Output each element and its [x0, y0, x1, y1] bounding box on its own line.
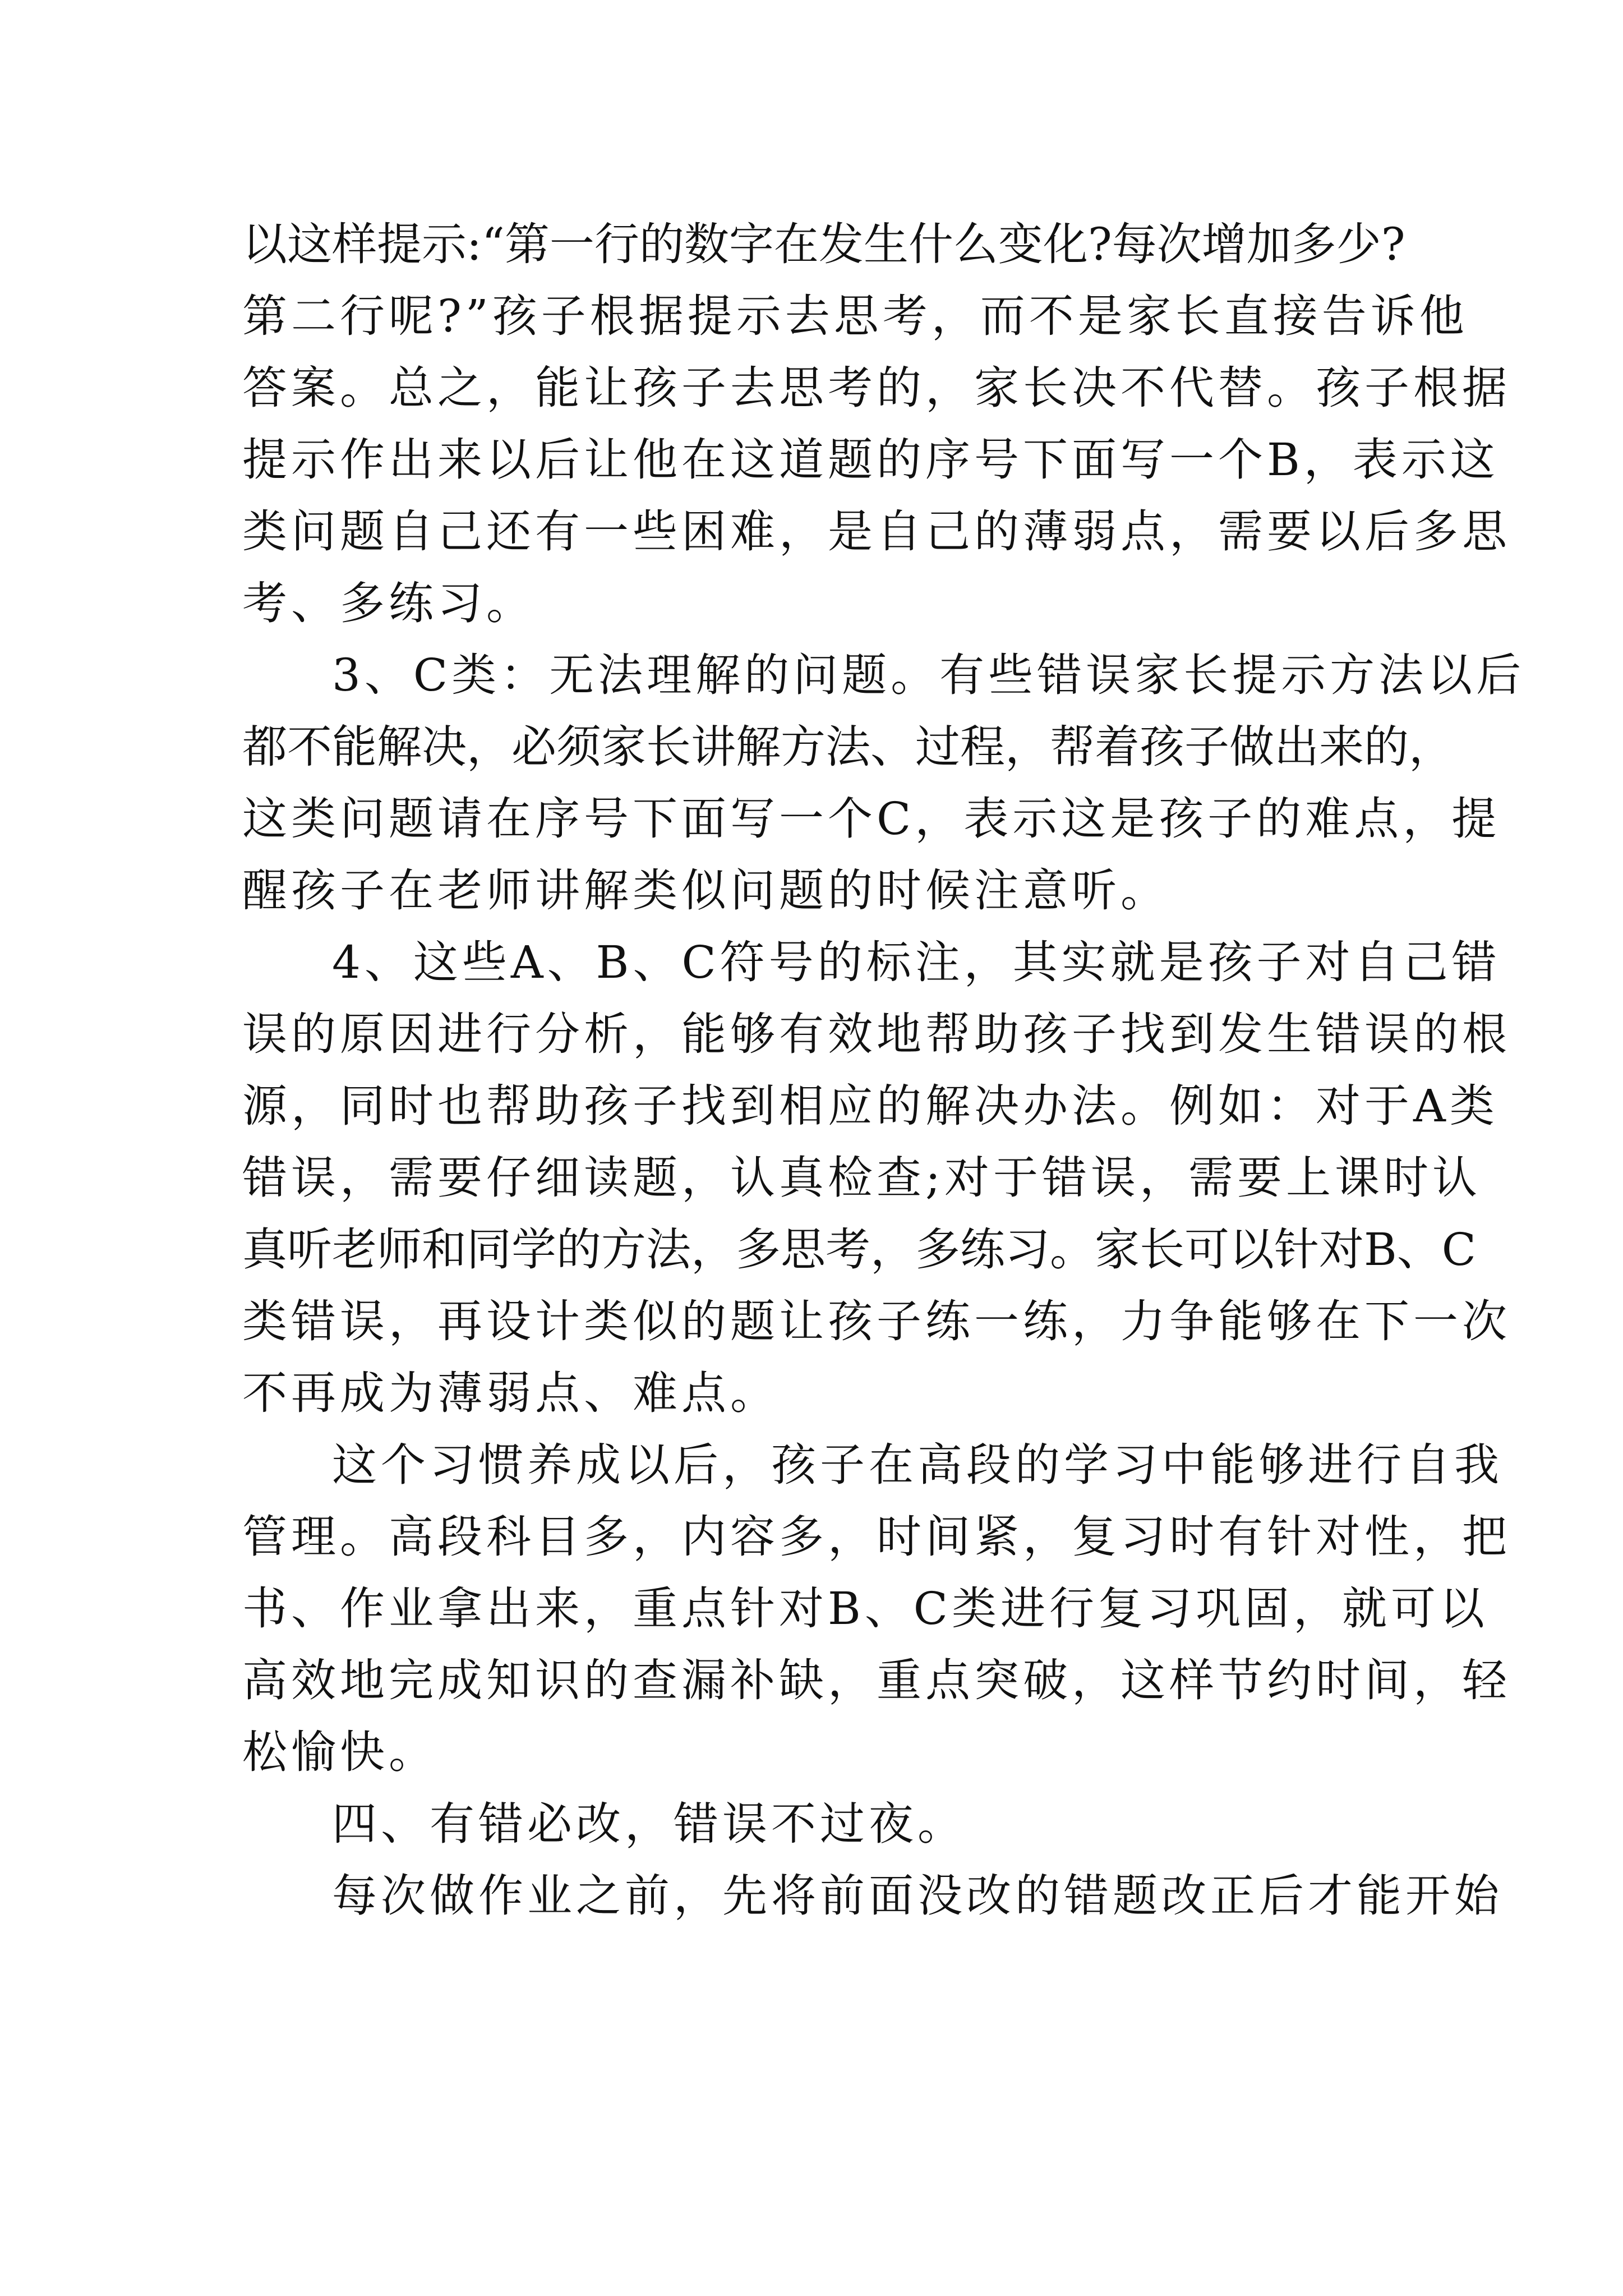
paragraph-line: 松愉快。	[242, 1726, 437, 1778]
paragraph-line: 类问题自己还有一些困难，是自己的薄弱点，需要以后多思	[242, 505, 1511, 558]
paragraph-line: 每次做作业之前，先将前面没改的错题改正后才能开始	[332, 1870, 1503, 1922]
paragraph-line: 书、作业拿出来，重点针对B、C类进行复习巩固，就可以	[242, 1582, 1488, 1635]
paragraph-line: 以这样提示:“第一行的数字在发生什么变化?每次增加多少?	[242, 218, 1405, 270]
paragraph-line: 第二行呢?”孩子根据提示去思考，而不是家长直接告诉他	[242, 290, 1468, 342]
paragraph-line: 这类问题请在序号下面写一个C，表示这是孩子的难点，提	[242, 793, 1501, 845]
paragraph-line: 误的原因进行分析，能够有效地帮助孩子找到发生错误的根	[242, 1008, 1511, 1060]
paragraph-line: 醒孩子在老师讲解类似问题的时候注意听。	[242, 864, 1169, 917]
document-body	[242, 209, 1525, 1932]
paragraph-line: 4、这些A、B、C符号的标注，其实就是孩子对自己错	[332, 936, 1501, 988]
section-heading: 四、有错必改，错误不过夜。	[332, 1798, 966, 1850]
paragraph-line: 真听老师和同学的方法，多思考，多练习。家长可以针对B、C	[242, 1223, 1476, 1276]
paragraph-line: 考、多练习。	[242, 577, 535, 629]
paragraph-line: 3、C类：无法理解的问题。有些错误家长提示方法以后	[332, 649, 1525, 701]
paragraph-line: 不再成为薄弱点、难点。	[242, 1367, 779, 1419]
paragraph-line: 高效地完成知识的查漏补缺，重点突破，这样节约时间，轻	[242, 1654, 1511, 1706]
paragraph-line: 这个习惯养成以后，孩子在高段的学习中能够进行自我	[332, 1439, 1503, 1491]
paragraph-line: 答案。总之，能让孩子去思考的，家长决不代替。孩子根据	[242, 362, 1511, 414]
paragraph-line: 错误，需要仔细读题，认真检查;对于错误，需要上课时认	[242, 1152, 1481, 1204]
paragraph-line: 都不能解决，必须家长讲解方法、过程，帮着孩子做出来的，	[242, 721, 1454, 773]
paragraph-line: 类错误，再设计类似的题让孩子练一练，力争能够在下一次	[242, 1295, 1511, 1347]
paragraph-line: 提示作出来以后让他在这道题的序号下面写一个B，表示这	[242, 434, 1499, 486]
paragraph-line: 管理。高段科目多，内容多，时间紧，复习时有针对性，把	[242, 1511, 1511, 1563]
paragraph-line: 源，同时也帮助孩子找到相应的解决办法。例如：对于A类	[242, 1080, 1498, 1132]
